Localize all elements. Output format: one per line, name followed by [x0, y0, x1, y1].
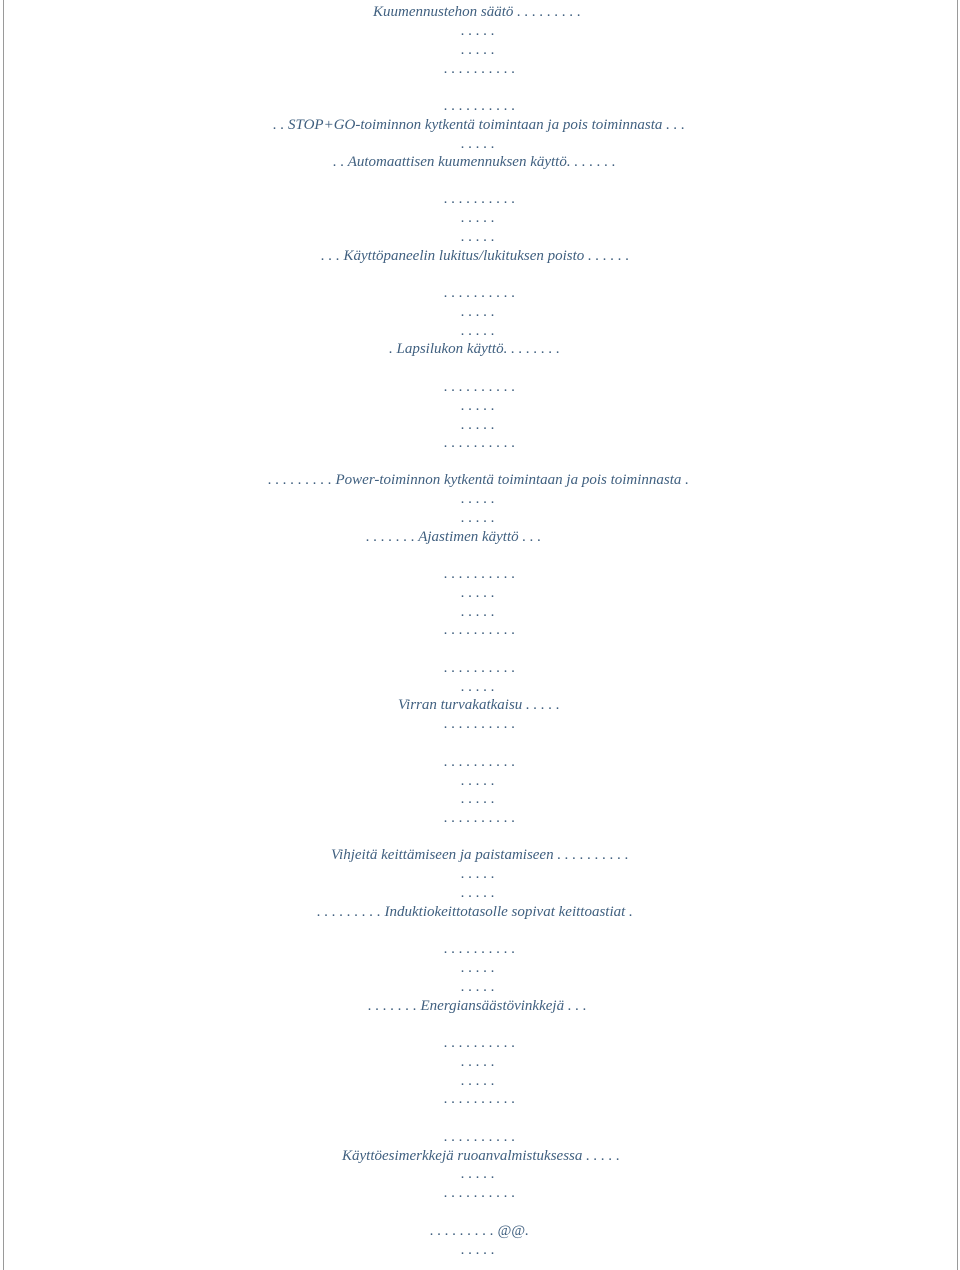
- toc-leader: . . . . .: [461, 585, 495, 601]
- toc-entry[interactable]: . . . . . . . . . Induktiokeittotasolle sopivat keittoastiat .: [317, 904, 633, 920]
- toc-leader: . . . . .: [461, 960, 495, 976]
- toc-leader: . . . . .: [461, 773, 495, 789]
- toc-entry[interactable]: . . . . . . . Energiansäästövinkkejä . . .: [368, 998, 587, 1014]
- toc-leader: . . . . .: [461, 604, 495, 620]
- toc-entry[interactable]: . . STOP+GO-toiminnon kytkentä toimintaan ja pois toiminnasta . . .: [273, 117, 685, 133]
- toc-leader: . . . . . . . . . .: [444, 435, 516, 451]
- toc-leader: . . . . . . . . . .: [444, 1091, 516, 1107]
- toc-entry[interactable]: . . . Käyttöpaneelin lukitus/lukituksen poisto . . . . . .: [321, 248, 630, 264]
- toc-entry[interactable]: Virran turvakatkaisu . . . . .: [398, 697, 560, 713]
- toc-leader: . . . . .: [461, 398, 495, 414]
- toc-leader: . . . . .: [461, 23, 495, 39]
- toc-entry[interactable]: Käyttöesimerkkejä ruoanvalmistuksessa . . . . .: [342, 1148, 620, 1164]
- toc-leader: . . . . .: [461, 417, 495, 433]
- toc-entry[interactable]: . . Automaattisen kuumennuksen käyttö. . . . . . .: [333, 154, 616, 170]
- toc-leader: . . . . . . . . . .: [444, 285, 516, 301]
- toc-leader: . . . . . . . . . .: [444, 191, 516, 207]
- toc-leader: . . . . . . . . . .: [444, 1035, 516, 1051]
- toc-entry[interactable]: . . . . . . . . . @@.: [430, 1223, 529, 1239]
- toc-leader: . . . . . . . . . .: [444, 660, 516, 676]
- toc-leader: . . . . . . . . . .: [444, 941, 516, 957]
- toc-leader: . . . . . . . . . .: [444, 716, 516, 732]
- toc-leader: . . . . .: [461, 304, 495, 320]
- toc-leader: . . . . . . . . . .: [444, 622, 516, 638]
- toc-leader: . . . . .: [461, 136, 495, 152]
- toc-leader: . . . . .: [461, 1166, 495, 1182]
- toc-entry[interactable]: . . . . . . . . . Power-toiminnon kytkentä toimintaan ja pois toiminnasta .: [268, 472, 689, 488]
- toc-leader: . . . . . . . . . .: [444, 98, 516, 114]
- toc-leader: . . . . .: [461, 791, 495, 807]
- toc-leader: . . . . . . . . . .: [444, 1129, 516, 1145]
- toc-entry[interactable]: . Lapsilukon käyttö. . . . . . . .: [389, 341, 560, 357]
- toc-leader: . . . . .: [461, 323, 495, 339]
- toc-leader: . . . . .: [461, 210, 495, 226]
- toc-leader: . . . . .: [461, 510, 495, 526]
- toc-leader: . . . . .: [461, 229, 495, 245]
- toc-leader: . . . . . . . . . .: [444, 379, 516, 395]
- toc-leader: . . . . . . . . . .: [444, 1185, 516, 1201]
- toc-leader: . . . . .: [461, 42, 495, 58]
- toc-leader: . . . . .: [461, 885, 495, 901]
- toc-leader: . . . . .: [461, 1073, 495, 1089]
- toc-entry[interactable]: Kuumennustehon säätö . . . . . . . . .: [373, 4, 581, 20]
- toc-entry[interactable]: . . . . . . . Ajastimen käyttö . . .: [366, 529, 542, 545]
- toc-leader: . . . . .: [461, 679, 495, 695]
- toc-leader: . . . . . . . . . .: [444, 810, 516, 826]
- toc-leader: . . . . . . . . . .: [444, 754, 516, 770]
- toc-leader: . . . . .: [461, 866, 495, 882]
- toc-leader: . . . . .: [461, 979, 495, 995]
- toc-leader: . . . . . . . . . .: [444, 61, 516, 77]
- toc-leader: . . . . . . . . . .: [444, 566, 516, 582]
- toc-leader: . . . . .: [461, 1242, 495, 1258]
- toc-leader: . . . . .: [461, 491, 495, 507]
- toc-entry[interactable]: Vihjeitä keittämiseen ja paistamiseen . . . . . . . . . .: [331, 847, 629, 863]
- toc-leader: . . . . .: [461, 1054, 495, 1070]
